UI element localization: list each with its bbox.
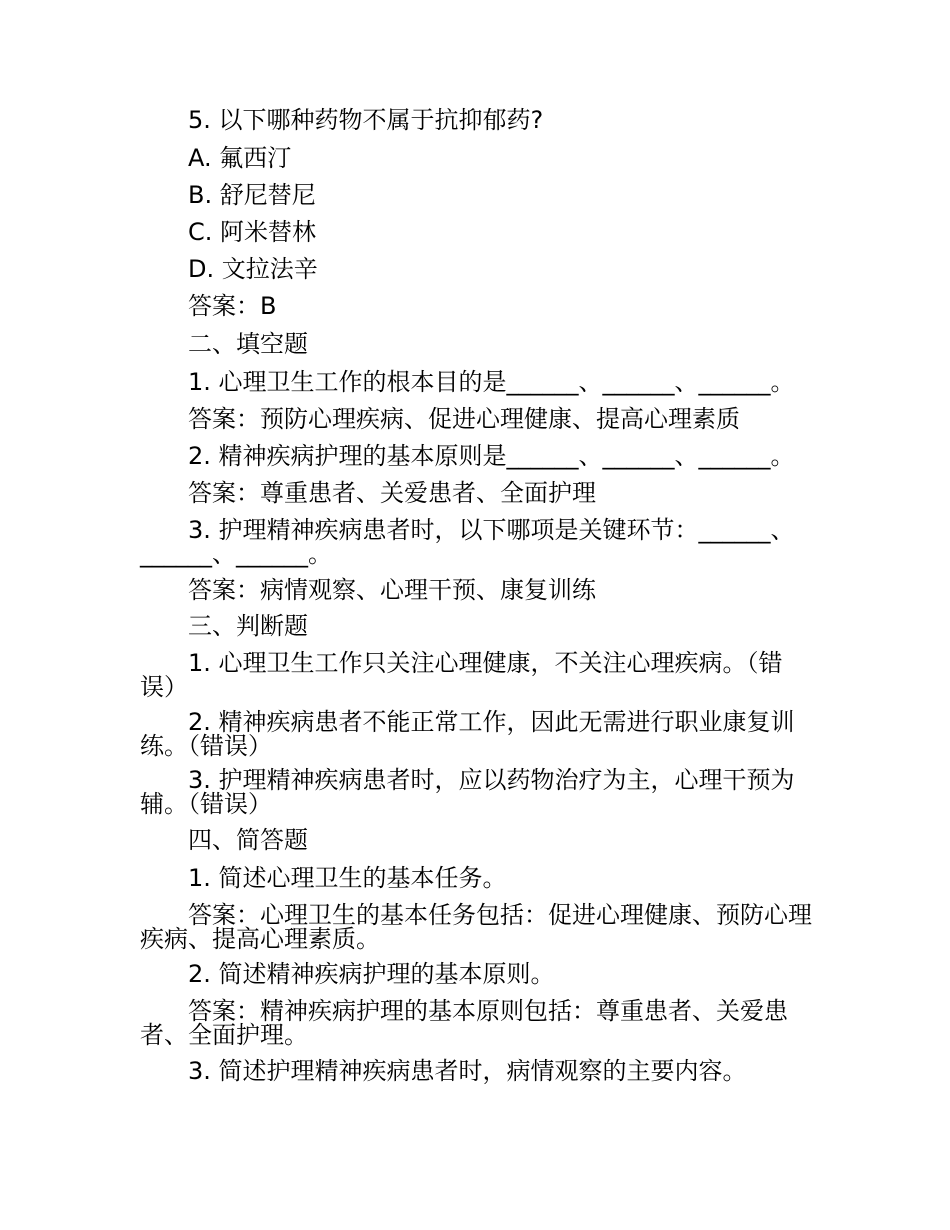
short-question-2: 2. 简述精神疾病护理的基本原则。	[188, 960, 555, 988]
judge-item-2: 2. 精神疾病患者不能正常工作，因此无需进行职业康复训练。（错误）	[140, 708, 795, 760]
question-5-answer: 答案：B	[188, 292, 277, 320]
option-b: B. 舒尼替尼	[188, 181, 316, 209]
section-heading-short: 四、简答题	[188, 826, 308, 854]
short-question-1: 1. 简述心理卫生的基本任务。	[188, 864, 507, 892]
fill-answer-3: 答案：病情观察、心理干预、康复训练	[188, 576, 596, 604]
question-5: 5. 以下哪种药物不属于抗抑郁药?	[188, 106, 544, 134]
option-c: C. 阿米替林	[188, 218, 317, 246]
fill-question-3: 3. 护理精神疾病患者时，以下哪项是关键环节：______、______、______。	[140, 516, 795, 568]
short-answer-2: 答案：精神疾病护理的基本原则包括：尊重患者、关爱患者、全面护理。	[140, 997, 788, 1049]
judge-item-3: 3. 护理精神疾病患者时，应以药物治疗为主，心理干预为辅。（错误）	[140, 766, 795, 818]
short-answer-1: 答案：心理卫生的基本任务包括：促进心理健康、预防心理疾病、提高心理素质。	[140, 901, 812, 953]
option-a: A. 氟西汀	[188, 144, 292, 172]
fill-question-2: 2. 精神疾病护理的基本原则是______、______、______。	[188, 442, 795, 470]
option-d: D. 文拉法辛	[188, 255, 318, 283]
section-heading-fill: 二、填空题	[188, 330, 308, 358]
short-question-3: 3. 简述护理精神疾病患者时，病情观察的主要内容。	[188, 1057, 747, 1085]
judge-item-1: 1. 心理卫生工作只关注心理健康，不关注心理疾病。（错误）	[140, 649, 783, 701]
fill-answer-1: 答案：预防心理疾病、促进心理健康、提高心理素质	[188, 405, 740, 433]
fill-question-1: 1. 心理卫生工作的根本目的是______、______、______。	[188, 368, 795, 396]
fill-answer-2: 答案：尊重患者、关爱患者、全面护理	[188, 479, 596, 507]
section-heading-judge: 三、判断题	[188, 612, 308, 640]
